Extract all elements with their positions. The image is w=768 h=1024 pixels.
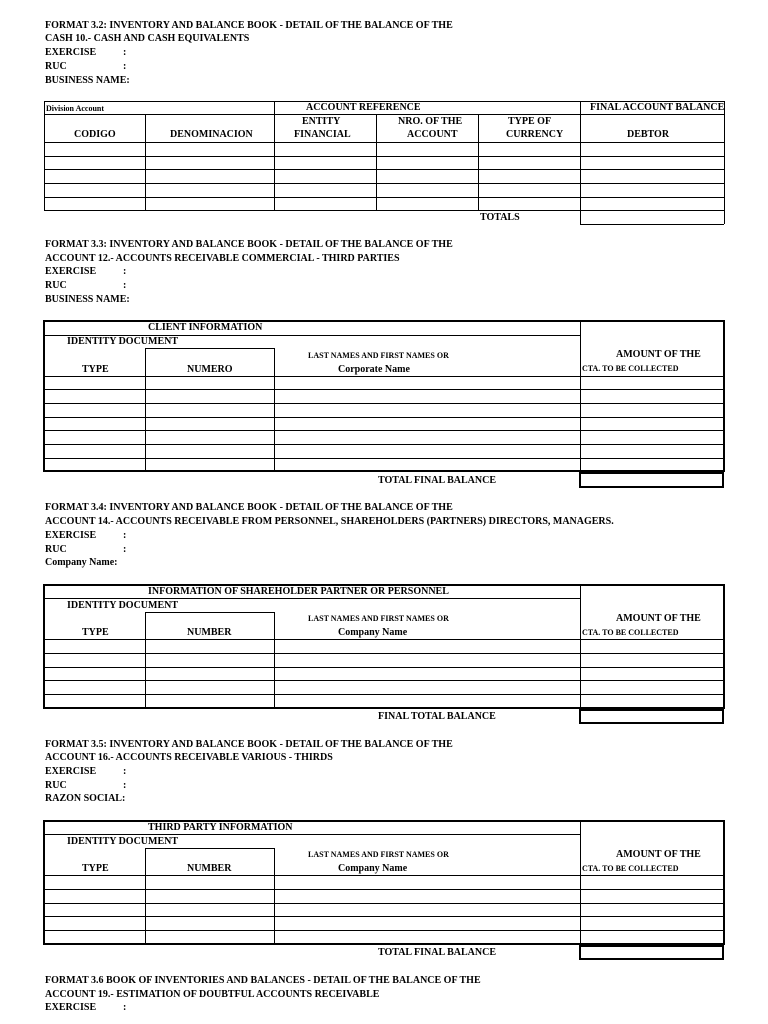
business-name-label: BUSINESS NAME: [45,294,130,305]
currency-header-line1: TYPE OF [508,116,552,127]
colon: : [123,530,127,541]
colon: : [123,61,127,72]
names-header-line1: LAST NAMES AND FIRST NAMES OR [308,614,449,623]
colon: : [123,1002,127,1013]
exercise-label: EXERCISE [45,266,97,277]
colon: : [123,266,127,277]
exercise-row [45,765,127,778]
format-3-5-subtitle: ACCOUNT 16.- ACCOUNTS RECEIVABLE VARIOUS - THIRDS [45,752,333,763]
names-header-line2: Company Name [338,627,408,638]
format-3-3-title: FORMAT 3.3: INVENTORY AND BALANCE BOOK - DETAIL OF THE BALANCE OF THE [45,239,453,250]
number-header: NUMBER [187,627,232,638]
colon: : [123,780,127,791]
colon: : [123,766,127,777]
total-final-balance-label: TOTAL FINAL BALANCE [378,947,496,958]
ruc-row [45,779,127,792]
identity-document-header: IDENTITY DOCUMENT [67,336,179,347]
amount-header-line2: CTA. TO BE COLLECTED [582,628,679,637]
ruc-label: RUC [45,61,67,72]
amount-header-line1: AMOUNT OF THE [616,349,701,360]
debtor-header: DEBTOR [627,129,670,140]
entity-header-line2: FINANCIAL [294,129,351,140]
exercise-row [45,46,127,59]
amount-header-line1: AMOUNT OF THE [616,849,701,860]
entity-header-line1: ENTITY [302,116,341,127]
account-reference-header: ACCOUNT REFERENCE [306,102,421,113]
colon: : [123,47,127,58]
number-header: NUMERO [187,364,233,375]
nro-account-header-line2: ACCOUNT [407,129,458,140]
denominacion-header: DENOMINACION [170,129,253,140]
names-header-line2: Company Name [338,863,408,874]
ruc-row [45,60,127,73]
exercise-row [45,265,127,278]
business-name-label: BUSINESS NAME: [45,75,130,86]
number-header: NUMBER [187,863,232,874]
ruc-label: RUC [45,780,67,791]
exercise-row [45,529,127,542]
type-header: TYPE [82,863,109,874]
names-header-line1: LAST NAMES AND FIRST NAMES OR [308,351,449,360]
ruc-label: RUC [45,280,67,291]
type-header: TYPE [82,364,109,375]
total-final-balance-label: TOTAL FINAL BALANCE [378,475,496,486]
format-3-3-subtitle: ACCOUNT 12.- ACCOUNTS RECEIVABLE COMMERCIAL - THIRD PARTIES [45,253,400,264]
format-3-2-title: FORMAT 3.2: INVENTORY AND BALANCE BOOK - DETAIL OF THE BALANCE OF THE [45,20,453,31]
amount-header-line2: CTA. TO BE COLLECTED [582,364,679,373]
final-account-balance-header: FINAL ACCOUNT BALANCE [590,102,725,113]
format-3-5-title: FORMAT 3.5: INVENTORY AND BALANCE BOOK - DETAIL OF THE BALANCE OF THE [45,739,453,750]
exercise-row [45,1001,127,1014]
third-party-information-header: THIRD PARTY INFORMATION [148,822,293,833]
final-total-balance-label: FINAL TOTAL BALANCE [378,711,496,722]
names-header-line1: LAST NAMES AND FIRST NAMES OR [308,850,449,859]
ruc-label: RUC [45,544,67,555]
amount-header-line1: AMOUNT OF THE [616,613,701,624]
format-3-4-title: FORMAT 3.4: INVENTORY AND BALANCE BOOK - DETAIL OF THE BALANCE OF THE [45,502,453,513]
identity-document-header: IDENTITY DOCUMENT [67,600,179,611]
company-name-label: Company Name: [45,557,118,568]
exercise-label: EXERCISE [45,1002,97,1013]
format-3-4-subtitle: ACCOUNT 14.- ACCOUNTS RECEIVABLE FROM PERSONNEL, SHAREHOLDERS (PARTNERS) DIRECTORS, MANAGERS. [45,516,614,527]
currency-header-line2: CURRENCY [506,129,564,140]
codigo-header: CODIGO [74,129,116,140]
client-information-header: CLIENT INFORMATION [148,322,263,333]
division-account-header: Division Account [46,104,105,113]
format-3-6-subtitle: ACCOUNT 19.- ESTIMATION OF DOUBTFUL ACCOUNTS RECEIVABLE [45,989,380,1000]
amount-header-line2: CTA. TO BE COLLECTED [582,864,679,873]
type-header: TYPE [82,627,109,638]
shareholder-information-header: INFORMATION OF SHAREHOLDER PARTNER OR PERSONNEL [148,586,449,597]
colon: : [123,280,127,291]
format-3-6-title: FORMAT 3.6 BOOK OF INVENTORIES AND BALANCES - DETAIL OF THE BALANCE OF THE [45,975,481,986]
format-3-2-subtitle: CASH 10.- CASH AND CASH EQUIVALENTS [45,33,250,44]
colon: : [123,544,127,555]
names-header-line2: Corporate Name [338,364,410,375]
exercise-label: EXERCISE [45,766,97,777]
totals-label: TOTALS [480,212,520,223]
ruc-row [45,279,127,292]
nro-account-header-line1: NRO. OF THE [398,116,463,127]
exercise-label: EXERCISE [45,530,97,541]
identity-document-header: IDENTITY DOCUMENT [67,836,179,847]
razon-social-label: RAZON SOCIAL: [45,793,126,804]
ruc-row [45,543,127,556]
exercise-label: EXERCISE [45,47,97,58]
